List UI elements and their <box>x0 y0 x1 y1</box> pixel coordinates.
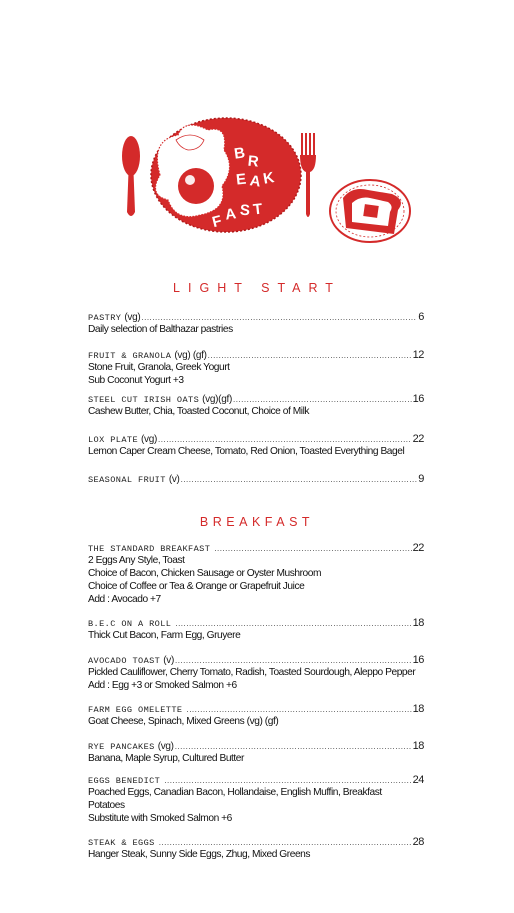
logo-letter: K <box>261 169 276 188</box>
menu-item-description: Goat Cheese, Spinach, Mixed Greens (vg) (gf) <box>88 716 279 727</box>
toast-plate-icon <box>330 180 410 242</box>
section-title-breakfast: BREAKFAST <box>199 515 315 529</box>
menu-item-description: Thick Cut Bacon, Farm Egg, Gruyere <box>88 630 241 641</box>
menu-item-description: Stone Fruit, Granola, Greek Yogurt <box>88 362 230 373</box>
menu-item-name: B.E.C ON A ROLL <box>88 619 172 629</box>
menu-item-tag: (vg) <box>124 312 141 323</box>
menu-item-header <box>88 473 424 485</box>
menu-item-price: 18 <box>412 617 424 629</box>
menu-item <box>88 836 424 861</box>
menu-item-price: 22 <box>412 433 424 445</box>
logo-letter: A <box>224 205 238 224</box>
menu-item-tag: (vg) (gf) <box>174 350 207 361</box>
menu-item-name: RYE PANCAKES <box>88 742 155 752</box>
menu-item-price: 12 <box>412 349 424 361</box>
menu-item-header <box>88 703 424 715</box>
menu-item-tag: (v) <box>168 474 180 485</box>
menu-item-description: Choice of Bacon, Chicken Sausage or Oyster Mushroom <box>88 568 321 579</box>
menu-item <box>88 473 424 485</box>
menu-item-tag: (vg) <box>141 434 158 445</box>
menu-item-header <box>88 740 424 752</box>
menu-item <box>88 774 424 825</box>
menu-item-name: STEEL CUT IRISH OATS <box>88 395 200 405</box>
menu-item-header <box>88 349 424 361</box>
menu-item-name: EGGS BENEDICT <box>88 776 161 786</box>
menu-item-price: 24 <box>412 774 424 786</box>
menu-item-header <box>88 542 424 554</box>
menu-item-description: Daily selection of Balthazar pastries <box>88 324 233 335</box>
menu-item-name: FARM EGG OMELETTE <box>88 705 183 715</box>
menu-item-description: 2 Eggs Any Style, Toast <box>88 555 185 566</box>
menu-item <box>88 654 424 692</box>
menu-item <box>88 393 424 418</box>
menu-item-header <box>88 836 424 848</box>
menu-item-price: 22 <box>412 542 424 554</box>
menu-item-name: SEASONAL FRUIT <box>88 475 166 485</box>
menu-item-description: Pickled Cauliflower, Cherry Tomato, Radish, Toasted Sourdough, Aleppo Pepper <box>88 667 416 678</box>
menu-item-header <box>88 433 424 445</box>
dot-leader <box>175 619 411 628</box>
dot-leader <box>186 705 411 714</box>
dot-leader <box>159 838 412 847</box>
menu-item <box>88 542 424 606</box>
menu-item-header <box>88 617 424 629</box>
menu-item <box>88 433 424 458</box>
menu-item-header <box>88 393 424 405</box>
menu-item-name: AVOCADO TOAST <box>88 656 161 666</box>
menu-item-description: Potatoes <box>88 800 125 811</box>
menu-item-description: Choice of Coffee or Tea & Orange or Grapefruit Juice <box>88 581 305 592</box>
menu-item-description: Add : Avocado +7 <box>88 594 161 605</box>
menu-item <box>88 703 424 728</box>
menu-item-price: 16 <box>412 393 424 405</box>
menu-item-price: 18 <box>412 740 424 752</box>
menu-item-description: Banana, Maple Syrup, Cultured Butter <box>88 753 244 764</box>
logo-letter: S <box>239 201 251 220</box>
menu-item-header <box>88 311 424 323</box>
menu-item <box>88 740 424 765</box>
dot-leader <box>158 435 412 444</box>
menu-item-name: THE STANDARD BREAKFAST <box>88 544 211 554</box>
menu-item-tag: (vg)(gf) <box>202 394 232 405</box>
dot-leader <box>164 776 411 785</box>
menu-item-tag: (v) <box>163 655 175 666</box>
menu-item-price: 9 <box>418 473 424 485</box>
menu-item-description: Add : Egg +3 or Smoked Salmon +6 <box>88 680 237 691</box>
menu-item-description: Lemon Caper Cream Cheese, Tomato, Red Onion, Toasted Everything Bagel <box>88 446 405 457</box>
menu-item-description: Hanger Steak, Sunny Side Eggs, Zhug, Mixed Greens <box>88 849 311 860</box>
section-title-light-start: LIGHT START <box>173 281 341 295</box>
menu-item-description: Sub Coconut Yogurt +3 <box>88 375 184 386</box>
logo-letter: T <box>252 200 264 219</box>
logo-letter: B <box>233 144 247 163</box>
logo-letter: A <box>248 172 262 191</box>
fork-icon <box>300 133 316 217</box>
spoon-icon <box>122 136 140 216</box>
menu-item-description: Cashew Butter, Chia, Toasted Coconut, Choice of Milk <box>88 406 310 417</box>
menu-item-name: FRUIT & GRANOLA <box>88 351 172 361</box>
dot-leader <box>181 475 418 484</box>
dot-leader <box>175 656 412 665</box>
menu-item <box>88 311 424 336</box>
menu-item-tag: (vg) <box>157 741 174 752</box>
menu-item-description: Substitute with Smoked Salmon +6 <box>88 813 232 824</box>
menu-item-name: LOX PLATE <box>88 435 139 445</box>
logo-letter: E <box>235 170 248 189</box>
menu-item-header <box>88 654 424 666</box>
dot-leader <box>175 742 412 751</box>
logo-letter: R <box>246 152 260 171</box>
menu-item-description: Poached Eggs, Canadian Bacon, Hollandaise, English Muffin, Breakfast <box>88 787 382 798</box>
menu-item-name: STEAK & EGGS <box>88 838 155 848</box>
menu-item-price: 6 <box>418 311 424 323</box>
menu-item <box>88 617 424 642</box>
menu-item-name: PASTRY <box>88 313 122 323</box>
logo-letter: F <box>210 212 224 232</box>
menu-item-price: 28 <box>412 836 424 848</box>
dot-leader <box>141 313 417 322</box>
menu-item-price: 18 <box>412 703 424 715</box>
dot-leader <box>208 351 412 360</box>
menu-item-header <box>88 774 424 786</box>
dot-leader <box>214 544 411 553</box>
dot-leader <box>233 395 412 404</box>
menu-item-price: 16 <box>412 654 424 666</box>
menu-item <box>88 349 424 387</box>
breakfast-illustration <box>0 0 514 260</box>
